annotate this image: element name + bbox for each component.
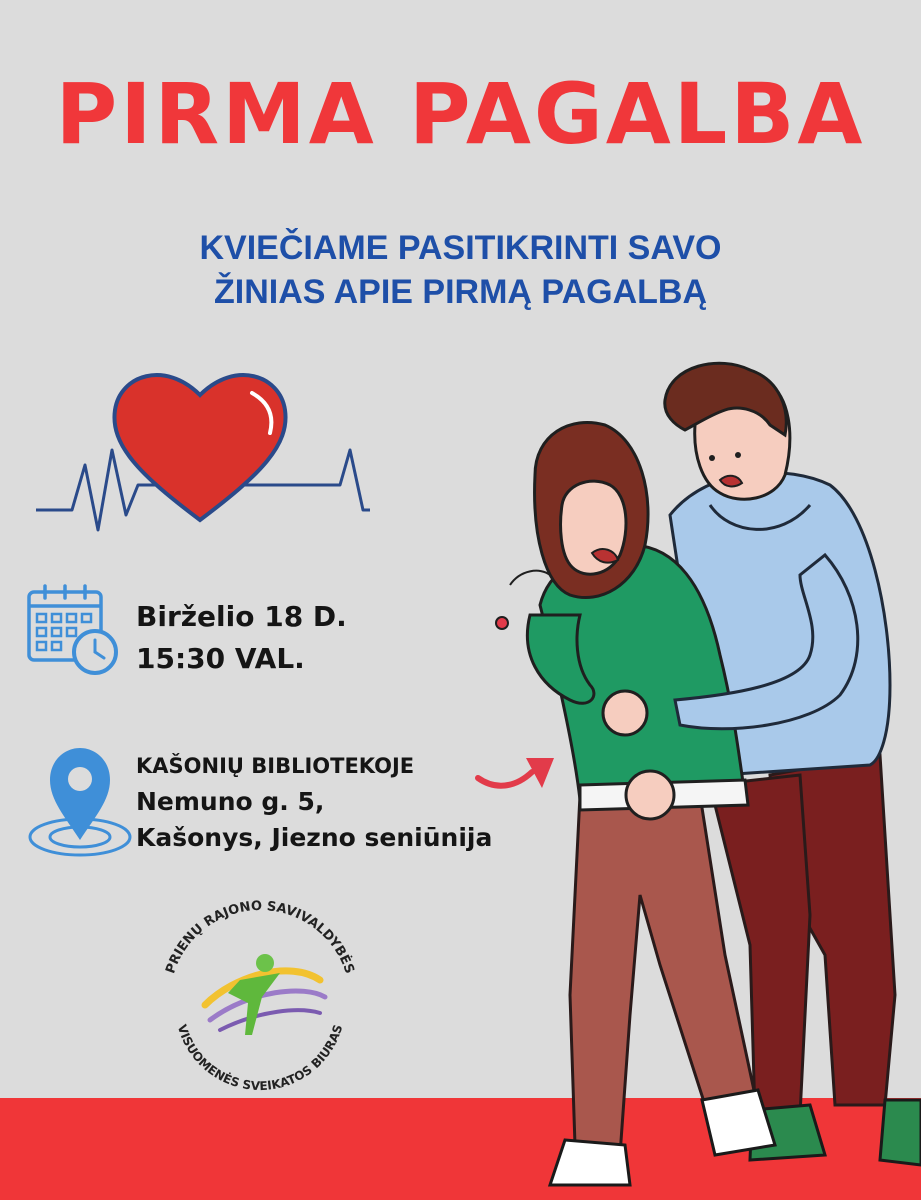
event-datetime (136, 596, 347, 680)
subtitle-line-2: ŽINIAS APIE PIRMĄ PAGALBĄ (213, 273, 708, 311)
location-town: Kašonys, Jiezno seniūnija (136, 823, 493, 852)
location-street: Nemuno g. 5, (136, 787, 325, 816)
event-time: 15:30 VAL. (136, 642, 305, 675)
calendar-clock-icon (25, 582, 120, 677)
poster-subtitle (0, 226, 921, 314)
poster-title: PIRMA PAGALBA (55, 65, 866, 163)
event-location (136, 748, 492, 856)
heart-heartbeat-icon (30, 355, 370, 535)
map-pin-icon (25, 745, 135, 860)
subtitle-line-1: KVIEČIAME PASITIKRINTI SAVO (199, 229, 722, 267)
logo-bottom-text: VISUOMENĖS SVEIKATOS BIURAS (174, 1022, 346, 1094)
heimlich-illustration (480, 355, 921, 1200)
health-bureau-logo (140, 885, 380, 1095)
location-place: KAŠONIŲ BIBLIOTEKOJE (136, 754, 415, 778)
logo-top-text: PRIENŲ RAJONO SAVIVALDYBĖS (163, 898, 357, 976)
event-date: Birželio 18 D. (136, 600, 347, 633)
